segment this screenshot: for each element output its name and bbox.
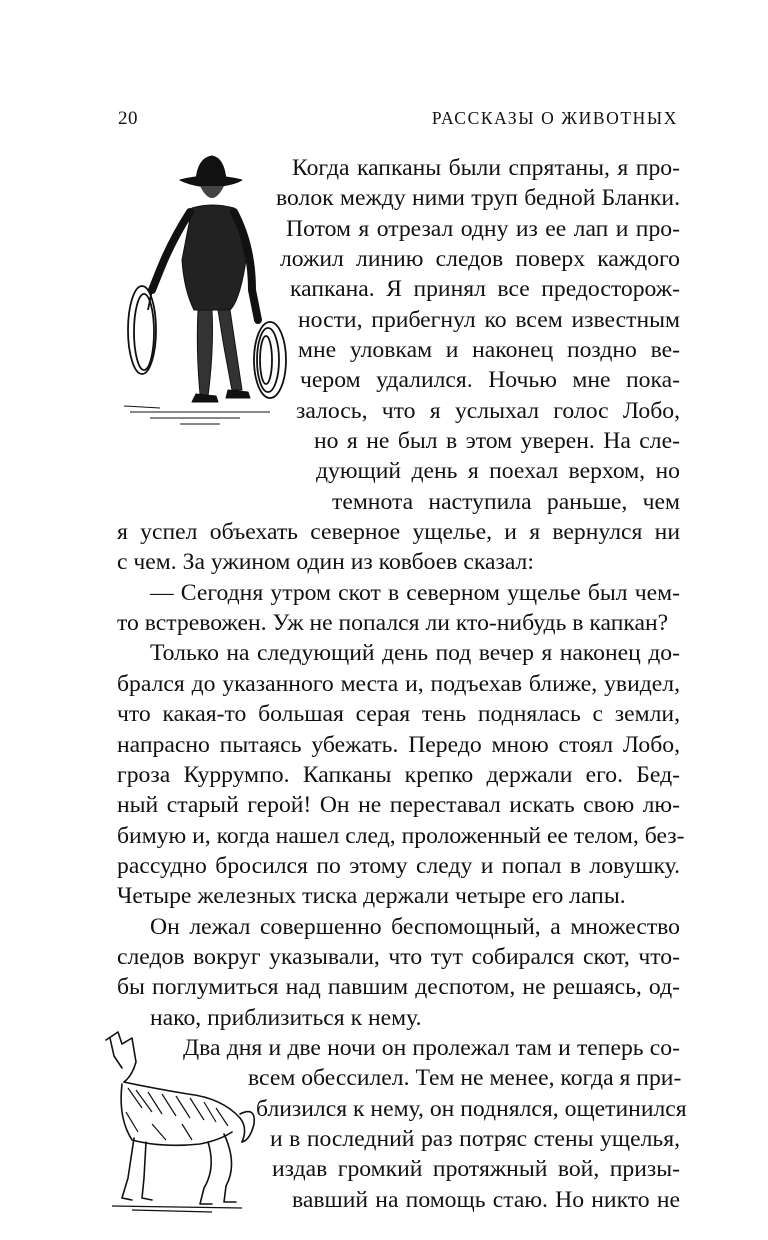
text-line: но я не был в этом уверен. На сле- xyxy=(314,428,680,455)
text-line: рассудно бросился по этому следу и попал в ловушку. xyxy=(117,852,680,879)
text-line: напрасно пытаясь убежать. Передо мною стоял Лобо, xyxy=(117,731,680,758)
page-number: 20 xyxy=(118,108,138,129)
cowboy-illustration xyxy=(120,150,290,440)
text-line: издав громкий протяжный вой, призы- xyxy=(272,1156,680,1183)
text-line: темнота наступила раньше, чем xyxy=(332,488,680,515)
text-line: брался до указанного места и, подъехав ближе, увидел, xyxy=(117,670,680,697)
text-line: то встревожен. Уж не попался ли кто-нибудь в капкан? xyxy=(117,610,669,637)
text-line: вавший на помощь стаю. Но никто не xyxy=(292,1186,680,1213)
text-line: бимую и, когда нашел след, проложенный ее телом, без- xyxy=(117,822,685,849)
text-line: Он лежал совершенно беспомощный, а множество xyxy=(150,913,680,940)
text-line: чером удалился. Ночью мне пока- xyxy=(300,367,680,394)
text-line: я успел объехать северное ущелье, и я вернулся ни xyxy=(117,519,680,546)
text-line: Когда капканы были спрятаны, я про- xyxy=(292,155,680,181)
text-line: — Сегодня утром скот в северном ущелье был чем- xyxy=(150,579,680,606)
text-line: нако, приблизиться к нему. xyxy=(150,1004,422,1031)
text-line: Только на следующий день под вечер я наконец до- xyxy=(150,640,680,667)
text-line: ный старый герой! Он не переставал искать свою лю- xyxy=(117,792,680,819)
text-line: близился к нему, он поднялся, ощетинился xyxy=(256,1095,687,1122)
text-line: Потом я отрезал одну из ее лап и про- xyxy=(286,215,680,242)
text-line: гроза Куррумпо. Капканы крепко держали его. Бед- xyxy=(117,761,680,788)
text-line: бы поглумиться над павшим деспотом, не решаясь, од- xyxy=(117,974,680,1001)
text-line: с чем. За ужином один из ковбоев сказал: xyxy=(117,549,534,576)
text-line: мне уловкам и наконец поздно ве- xyxy=(298,337,680,364)
text-line: дующий день я поехал верхом, но xyxy=(316,458,680,485)
text-line: волок между ними труп бедной Бланки. xyxy=(276,185,680,212)
running-head: РАССКАЗЫ О ЖИВОТНЫХ xyxy=(431,108,678,128)
text-line: ложил линию следов поверх каждого xyxy=(280,246,680,273)
text-line: капкана. Я принял все предосторож- xyxy=(290,276,680,303)
text-line: всем обессилел. Тем не менее, когда я при- xyxy=(248,1065,682,1092)
text-line: и в последний раз потряс стены ущелья, xyxy=(270,1125,680,1152)
text-line: залось, что я услыхал голос Лобо, xyxy=(296,397,680,424)
text-line: Два дня и две ночи он пролежал там и теперь со- xyxy=(183,1034,680,1061)
text-line: ности, прибегнул ко всем известным xyxy=(298,306,680,333)
text-line: что какая-то большая серая тень поднялась с земли, xyxy=(117,701,680,728)
text-line: следов вокруг указывали, что тут собирался скот, что- xyxy=(117,943,680,970)
text-line: Четыре железных тиска держали четыре его лапы. xyxy=(117,883,626,910)
